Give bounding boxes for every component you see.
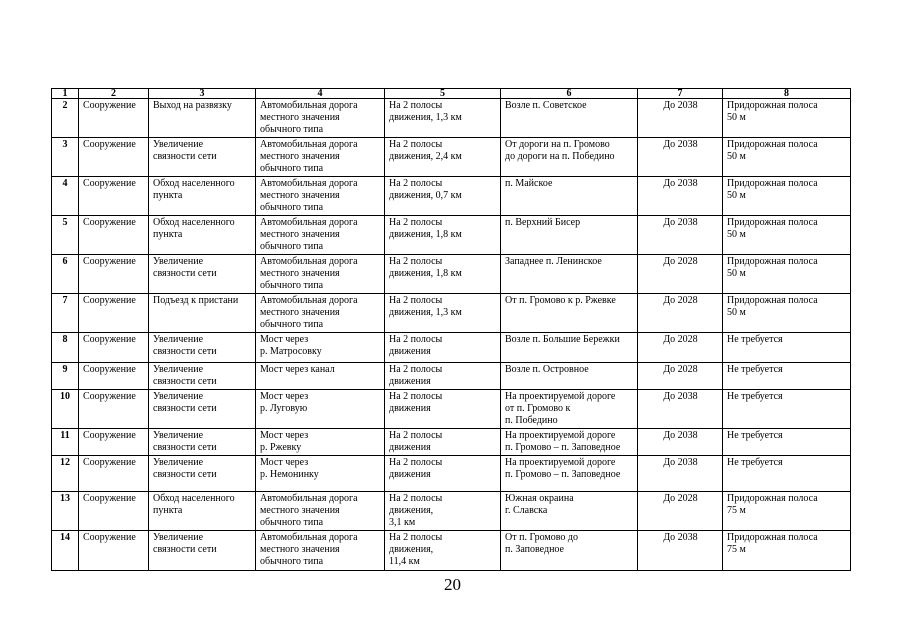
characteristics: На 2 полосы движения, 0,7 км	[385, 177, 501, 216]
column-header: 7	[638, 89, 723, 99]
location: Возле п. Островное	[501, 363, 638, 390]
deadline: До 2038	[638, 531, 723, 571]
purpose: Подъезд к пристани	[149, 294, 256, 333]
purpose: Увеличение связности сети	[149, 138, 256, 177]
column-header: 4	[256, 89, 385, 99]
object-name: Автомобильная дорога местного значения обычного типа	[256, 138, 385, 177]
row-number: 10	[52, 390, 79, 429]
table-row	[52, 99, 851, 138]
deadline: До 2038	[638, 390, 723, 429]
location: п. Майское	[501, 177, 638, 216]
table-row	[52, 333, 851, 363]
table-row	[52, 456, 851, 492]
table-row	[52, 177, 851, 216]
table-row	[52, 492, 851, 531]
deadline: До 2038	[638, 456, 723, 492]
object-name: Автомобильная дорога местного значения обычного типа	[256, 294, 385, 333]
purpose: Обход населенного пункта	[149, 492, 256, 531]
row-number: 9	[52, 363, 79, 390]
location: На проектируемой дороге от п. Громово к п. Победино	[501, 390, 638, 429]
location: п. Верхний Бисер	[501, 216, 638, 255]
purpose: Обход населенного пункта	[149, 177, 256, 216]
row-number: 5	[52, 216, 79, 255]
table-row	[52, 390, 851, 429]
protection-zone: Придорожная полоса 75 м	[723, 531, 851, 571]
deadline: До 2038	[638, 429, 723, 456]
protection-zone: Придорожная полоса 50 м	[723, 138, 851, 177]
object-type: Сооружение	[79, 429, 149, 456]
object-name: Автомобильная дорога местного значения обычного типа	[256, 255, 385, 294]
object-type: Сооружение	[79, 333, 149, 363]
protection-zone: Придорожная полоса 75 м	[723, 492, 851, 531]
deadline: До 2038	[638, 99, 723, 138]
column-header: 6	[501, 89, 638, 99]
characteristics: На 2 полосы движения	[385, 390, 501, 429]
object-name: Автомобильная дорога местного значения обычного типа	[256, 216, 385, 255]
row-number: 2	[52, 99, 79, 138]
characteristics: На 2 полосы движения, 3,1 км	[385, 492, 501, 531]
purpose: Увеличение связности сети	[149, 363, 256, 390]
location: От дороги на п. Громово до дороги на п. Победино	[501, 138, 638, 177]
deadline: До 2038	[638, 177, 723, 216]
table-body	[52, 99, 851, 571]
location: От п. Громово до п. Заповедное	[501, 531, 638, 571]
location: Возле п. Советское	[501, 99, 638, 138]
object-name: Автомобильная дорога местного значения обычного типа	[256, 531, 385, 571]
purpose: Обход населенного пункта	[149, 216, 256, 255]
object-type: Сооружение	[79, 99, 149, 138]
protection-zone: Придорожная полоса 50 м	[723, 177, 851, 216]
deadline: До 2028	[638, 255, 723, 294]
protection-zone: Не требуется	[723, 429, 851, 456]
protection-zone: Придорожная полоса 50 м	[723, 216, 851, 255]
location: На проектируемой дороге п. Громово – п. Заповедное	[501, 429, 638, 456]
table-row	[52, 294, 851, 333]
table-row	[52, 138, 851, 177]
column-header: 3	[149, 89, 256, 99]
object-name: Мост через р. Матросовку	[256, 333, 385, 363]
road-objects-table	[51, 88, 851, 571]
protection-zone: Придорожная полоса 50 м	[723, 99, 851, 138]
table-row	[52, 429, 851, 456]
location: На проектируемой дороге п. Громово – п. Заповедное	[501, 456, 638, 492]
column-header: 1	[52, 89, 79, 99]
protection-zone: Не требуется	[723, 333, 851, 363]
purpose: Увеличение связности сети	[149, 456, 256, 492]
object-type: Сооружение	[79, 177, 149, 216]
protection-zone: Придорожная полоса 50 м	[723, 294, 851, 333]
column-header: 5	[385, 89, 501, 99]
row-number: 3	[52, 138, 79, 177]
characteristics: На 2 полосы движения	[385, 456, 501, 492]
column-header: 8	[723, 89, 851, 99]
location: От п. Громово к р. Ржевке	[501, 294, 638, 333]
protection-zone: Придорожная полоса 50 м	[723, 255, 851, 294]
row-number: 11	[52, 429, 79, 456]
deadline: До 2028	[638, 294, 723, 333]
characteristics: На 2 полосы движения	[385, 429, 501, 456]
table-row	[52, 216, 851, 255]
deadline: До 2028	[638, 363, 723, 390]
characteristics: На 2 полосы движения, 2,4 км	[385, 138, 501, 177]
row-number: 8	[52, 333, 79, 363]
object-type: Сооружение	[79, 492, 149, 531]
object-name: Автомобильная дорога местного значения обычного типа	[256, 99, 385, 138]
characteristics: На 2 полосы движения	[385, 333, 501, 363]
row-number: 13	[52, 492, 79, 531]
protection-zone: Не требуется	[723, 390, 851, 429]
object-type: Сооружение	[79, 138, 149, 177]
protection-zone: Не требуется	[723, 456, 851, 492]
characteristics: На 2 полосы движения	[385, 363, 501, 390]
object-type: Сооружение	[79, 456, 149, 492]
object-type: Сооружение	[79, 531, 149, 571]
purpose: Увеличение связности сети	[149, 333, 256, 363]
row-number: 6	[52, 255, 79, 294]
object-name: Мост через канал	[256, 363, 385, 390]
deadline: До 2028	[638, 492, 723, 531]
table-row	[52, 531, 851, 571]
table-row	[52, 255, 851, 294]
object-type: Сооружение	[79, 390, 149, 429]
object-name: Автомобильная дорога местного значения обычного типа	[256, 177, 385, 216]
column-header: 2	[79, 89, 149, 99]
row-number: 12	[52, 456, 79, 492]
location: Западнее п. Ленинское	[501, 255, 638, 294]
characteristics: На 2 полосы движения, 1,8 км	[385, 216, 501, 255]
location: Южная окраина г. Славска	[501, 492, 638, 531]
object-name: Автомобильная дорога местного значения обычного типа	[256, 492, 385, 531]
purpose: Выход на развязку	[149, 99, 256, 138]
object-name: Мост через р. Луговую	[256, 390, 385, 429]
protection-zone: Не требуется	[723, 363, 851, 390]
purpose: Увеличение связности сети	[149, 531, 256, 571]
characteristics: На 2 полосы движения, 1,3 км	[385, 99, 501, 138]
object-type: Сооружение	[79, 255, 149, 294]
object-type: Сооружение	[79, 216, 149, 255]
purpose: Увеличение связности сети	[149, 429, 256, 456]
object-type: Сооружение	[79, 363, 149, 390]
deadline: До 2038	[638, 138, 723, 177]
purpose: Увеличение связности сети	[149, 390, 256, 429]
object-name: Мост через р. Немонинку	[256, 456, 385, 492]
row-number: 4	[52, 177, 79, 216]
object-name: Мост через р. Ржевку	[256, 429, 385, 456]
table-header-row	[52, 89, 851, 99]
deadline: До 2028	[638, 333, 723, 363]
characteristics: На 2 полосы движения, 1,8 км	[385, 255, 501, 294]
purpose: Увеличение связности сети	[149, 255, 256, 294]
row-number: 7	[52, 294, 79, 333]
page-number: 20	[444, 575, 461, 594]
object-type: Сооружение	[79, 294, 149, 333]
deadline: До 2038	[638, 216, 723, 255]
location: Возле п. Большие Бережки	[501, 333, 638, 363]
row-number: 14	[52, 531, 79, 571]
table-row	[52, 363, 851, 390]
characteristics: На 2 полосы движения, 1,3 км	[385, 294, 501, 333]
characteristics: На 2 полосы движения, 11,4 км	[385, 531, 501, 571]
